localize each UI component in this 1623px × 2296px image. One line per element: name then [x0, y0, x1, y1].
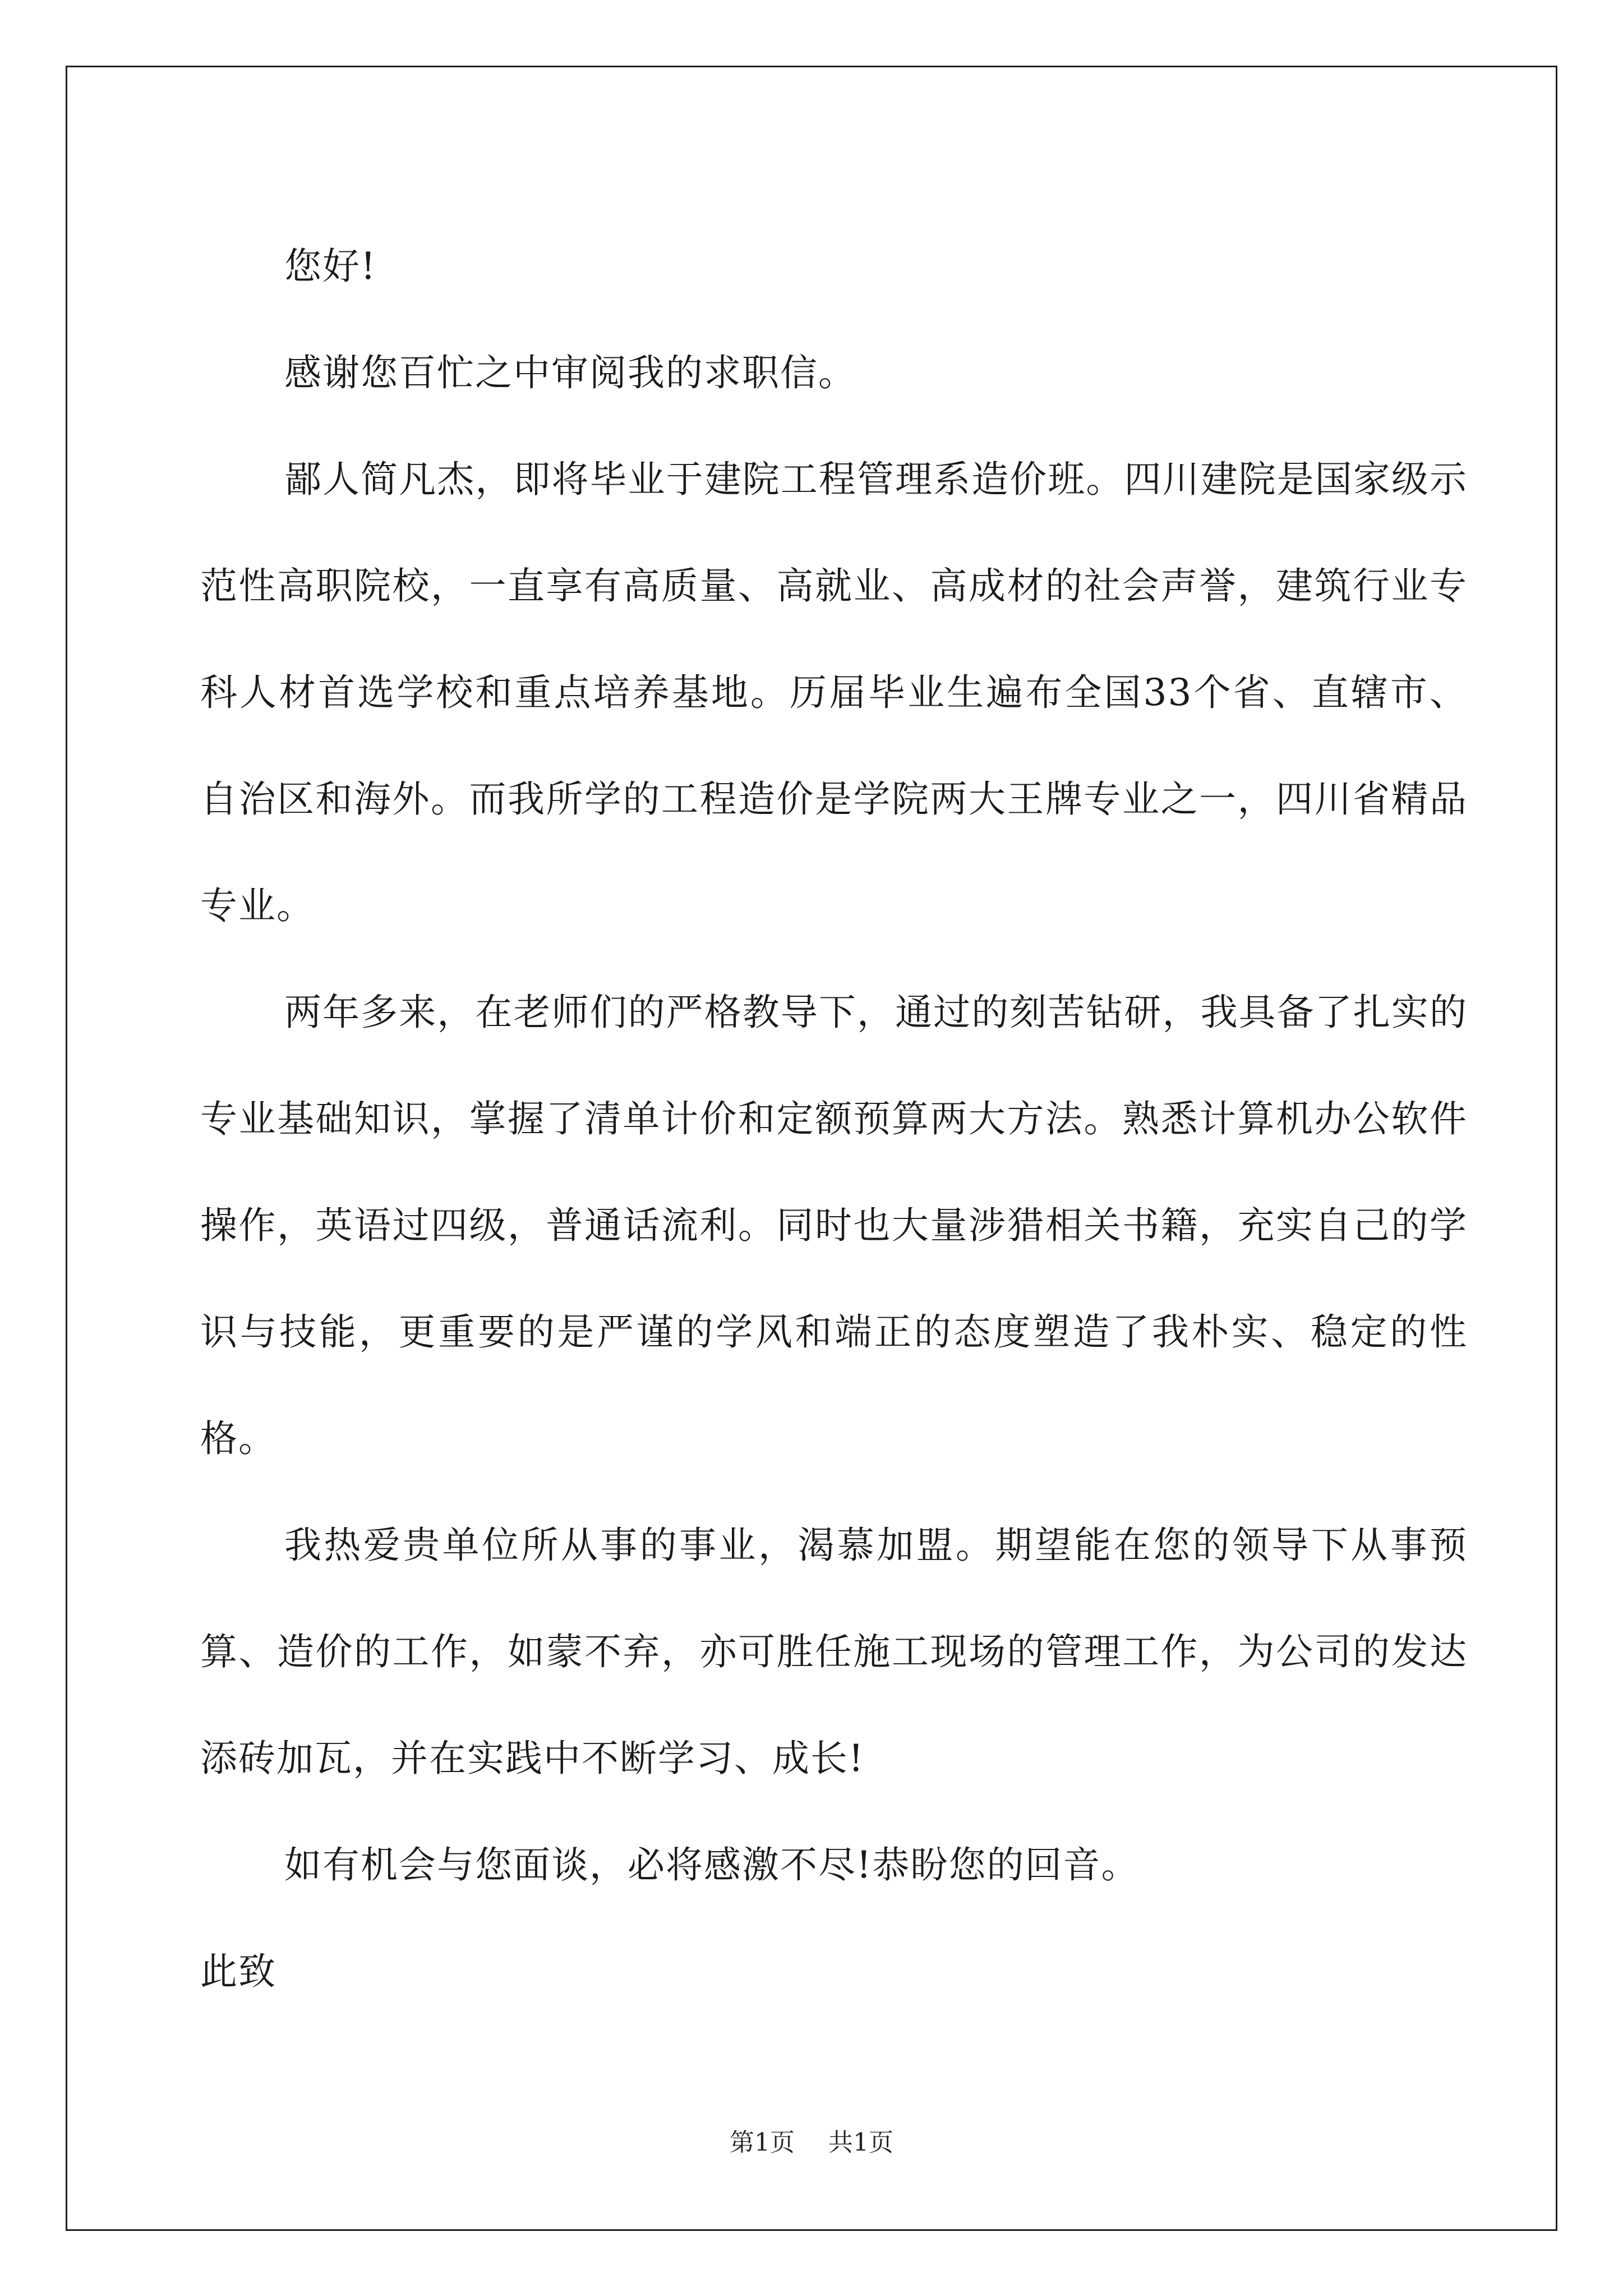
- page-footer: [0, 2126, 1623, 2160]
- paragraph-introduction: 鄙人简凡杰，即将毕业于建院工程管理系造价班。四川建院是国家级示范性高职院校，一直享有高质量、高就业、高成材的社会声誉，建筑行业专科人材首选学校和重点培养基地。历届毕业生遍布全国33个省、直辖市、自治区和海外。而我所学的工程造价是学院两大王牌专业之一，四川省精品专业。: [200, 458, 1468, 927]
- greeting: 您好!: [284, 245, 377, 288]
- page-number-total: 共1页: [828, 2128, 893, 2157]
- paragraph-aspiration: 我热爱贵单位所从事的事业，渴慕加盟。期望能在您的领导下从事预算、造价的工作，如蒙不弃，亦可胜任施工现场的管理工作，为公司的发达添砖加瓦，并在实践中不断学习、成长!: [200, 1524, 1468, 1780]
- letter-body: [200, 213, 1468, 2025]
- paragraph-request-interview: 如有机会与您面谈，必将感激不尽!恭盼您的回音。: [284, 1843, 1140, 1887]
- paragraph-thanks: 感谢您百忙之中审阅我的求职信。: [284, 351, 856, 394]
- closing: 此致: [200, 1950, 276, 1993]
- paragraph-skills: 两年多来，在老师们的严格教导下，通过的刻苦钻研，我具备了扎实的专业基础知识，掌握了清单计价和定额预算两大方法。熟悉计算机办公软件操作，英语过四级，普通话流利。同时也大量涉猎相关书籍，充实自己的学识与技能，更重要的是严谨的学风和端正的态度塑造了我朴实、稳定的性格。: [200, 991, 1468, 1460]
- page-number-current: 第1页: [730, 2128, 795, 2157]
